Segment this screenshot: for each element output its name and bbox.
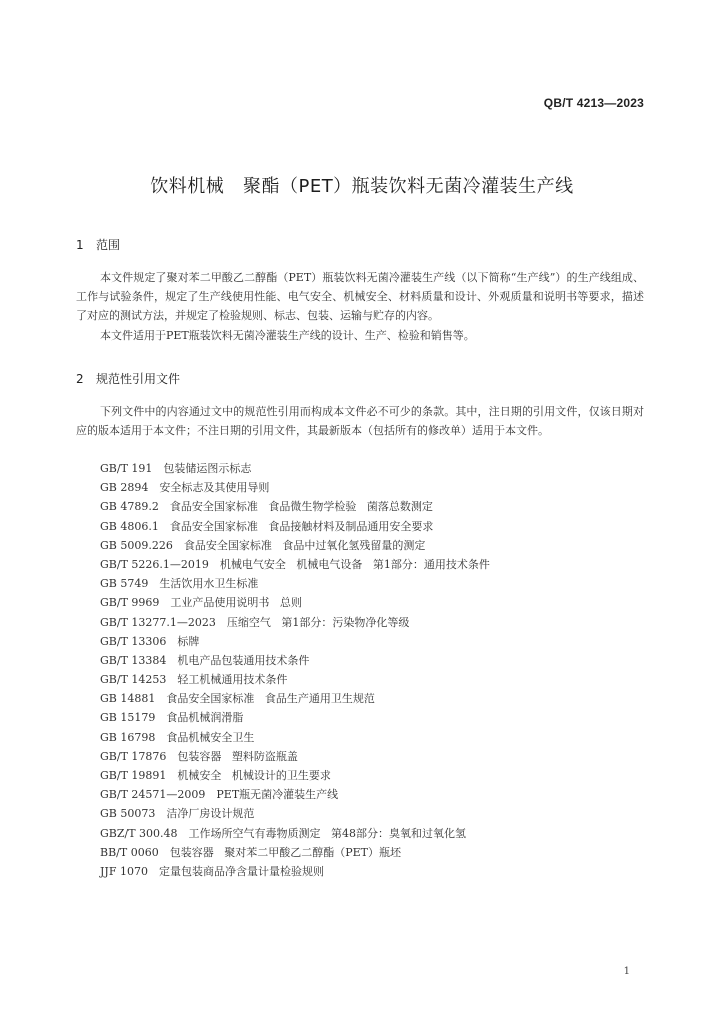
reference-item — [100, 536, 490, 555]
reference-code: GB/T 17876 — [100, 749, 167, 763]
reference-item — [100, 517, 490, 536]
section-heading-scope — [76, 236, 120, 253]
reference-code: GB 15179 — [100, 711, 156, 725]
reference-code: GBZ/T 300.48 — [100, 826, 178, 840]
reference-code: GB 4806.1 — [100, 519, 159, 533]
reference-code: GB/T 13306 — [100, 634, 167, 648]
reference-title: 洁净厂房设计规范 — [166, 807, 255, 821]
reference-item — [100, 843, 490, 862]
reference-code: GB 5009.226 — [100, 538, 173, 552]
reference-item — [100, 824, 490, 843]
reference-code: JJF 1070 — [100, 864, 148, 878]
reference-title: 食品安全国家标准 食品中过氧化氢残留量的测定 — [183, 538, 426, 552]
reference-item — [100, 574, 490, 593]
reference-code: GB 50073 — [100, 807, 156, 821]
reference-title: 机械电气安全 机械电气设备 第1部分：通用技术条件 — [219, 557, 490, 571]
reference-item — [100, 651, 490, 670]
reference-code: GB/T 9969 — [100, 596, 160, 610]
reference-item — [100, 689, 490, 708]
reference-code: GB 16798 — [100, 730, 156, 744]
reference-title: 压缩空气 第1部分：污染物净化等级 — [226, 615, 410, 629]
reference-item — [100, 497, 490, 516]
reference-item — [100, 555, 490, 574]
reference-item — [100, 632, 490, 651]
reference-code: BB/T 0060 — [100, 845, 159, 859]
reference-title: 机电产品包装通用技术条件 — [177, 653, 310, 667]
reference-item — [100, 708, 490, 727]
reference-item — [100, 478, 490, 497]
reference-title: 生活饮用水卫生标准 — [159, 577, 259, 591]
reference-code: GB/T 13384 — [100, 653, 167, 667]
reference-item — [100, 804, 490, 823]
reference-item — [100, 728, 490, 747]
document-code: QB/T 4213—2023 — [543, 96, 644, 110]
reference-item — [100, 593, 490, 612]
reference-title: 机械安全 机械设计的卫生要求 — [177, 769, 331, 782]
reference-title: PET瓶无菌冷灌装生产线 — [216, 788, 339, 802]
reference-title: 食品机械安全卫生 — [166, 730, 255, 744]
reference-code: GB/T 191 — [100, 462, 153, 475]
reference-title: 工作场所空气有毒物质测定 第48部分：臭氧和过氧化氢 — [188, 826, 467, 840]
reference-code: GB/T 14253 — [100, 673, 167, 687]
document-title: 饮料机械 聚酯（PET）瓶装饮料无菌冷灌装生产线 — [150, 176, 574, 197]
reference-code: GB 4789.2 — [100, 500, 159, 514]
section-number: 2 — [76, 372, 84, 386]
references-intro-paragraph: 下列文件中的内容通过文中的规范性引用而构成本文件必不可少的条款。其中，注日期的引用文件，仅该日期对应的版本适用于本文件；不注日期的引用文件，其最新版本（包括所有的修改单）适用于本文件。 — [76, 405, 644, 437]
scope-paragraph-1: 本文件规定了聚对苯二甲酸乙二醇酯（PET）瓶装饮料无菌冷灌装生产线（以下简称“生产线”）的生产线组成、工作与试验条件，规定了生产线使用性能、电气安全、机械安全、材料质量和设计、外观质量和说明书等要求，描述了对应的测试方法，并规定了检验规则、标志、包装、运输与贮存的内容。 — [76, 271, 644, 322]
reference-item — [100, 670, 490, 689]
reference-item — [100, 613, 490, 632]
reference-code: GB/T 13277.1—2023 — [100, 615, 216, 629]
reference-title: 工业产品使用说明书 总则 — [170, 596, 302, 610]
section-heading-normative-references — [76, 370, 180, 387]
reference-title: 食品安全国家标准 食品生产通用卫生规范 — [166, 692, 375, 706]
reference-code: GB/T 24571—2009 — [100, 788, 206, 802]
section-number: 1 — [76, 238, 84, 252]
reference-title: 包装容器 聚对苯二甲酸乙二醇酯（PET）瓶坯 — [169, 845, 401, 859]
page-number: 1 — [623, 966, 630, 977]
reference-title: 安全标志及其使用导则 — [159, 481, 270, 495]
reference-title: 食品安全国家标准 食品接触材料及制品通用安全要求 — [169, 519, 434, 533]
reference-item — [100, 747, 490, 766]
reference-item — [100, 766, 490, 785]
reference-item — [100, 459, 490, 478]
reference-title: 轻工机械通用技术条件 — [177, 673, 288, 687]
section-title: 范围 — [96, 238, 121, 252]
reference-list — [100, 459, 490, 881]
reference-code: GB/T 19891 — [100, 769, 167, 782]
reference-code: GB 5749 — [100, 577, 149, 591]
scope-paragraph-2: 本文件适用于PET瓶装饮料无菌冷灌装生产线的设计、生产、检验和销售等。 — [100, 329, 475, 342]
reference-code: GB 2894 — [100, 481, 149, 495]
reference-item — [100, 785, 490, 804]
reference-title: 定量包装商品净含量计量检验规则 — [158, 864, 324, 878]
reference-item — [100, 862, 490, 881]
reference-title: 标牌 — [177, 634, 200, 648]
reference-title: 包装容器 塑料防盗瓶盖 — [177, 749, 298, 763]
reference-code: GB 14881 — [100, 692, 156, 706]
reference-title: 食品机械润滑脂 — [166, 711, 244, 725]
section-title: 规范性引用文件 — [96, 372, 181, 386]
reference-code: GB/T 5226.1—2019 — [100, 557, 209, 571]
reference-title: 包装储运图示标志 — [163, 462, 252, 475]
reference-title: 食品安全国家标准 食品微生物学检验 菌落总数测定 — [169, 500, 433, 514]
